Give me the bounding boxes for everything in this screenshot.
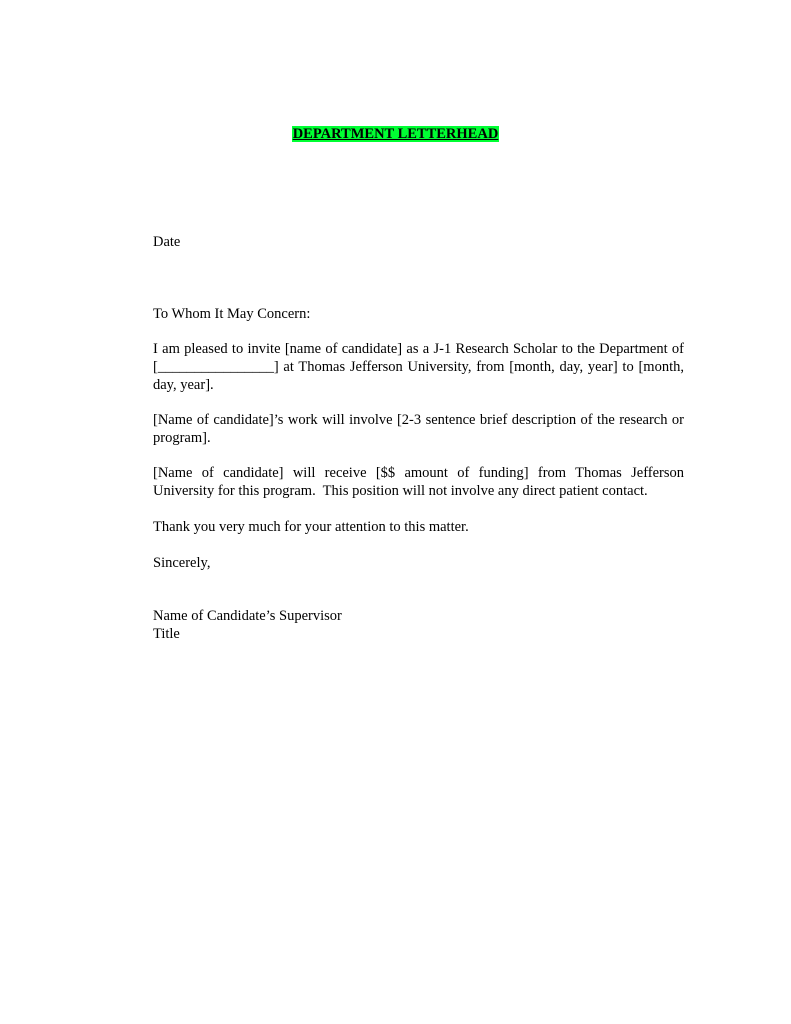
letterhead-text: DEPARTMENT LETTERHEAD	[292, 126, 499, 142]
paragraph-invitation: I am pleased to invite [name of candidate] as a J-1 Research Scholar to the Department of [________________] at Thomas Jefferson University, from [month, day, year] to [month, day, year].	[153, 341, 684, 393]
letterhead	[0, 125, 791, 143]
paragraph-thanks: Thank you very much for your attention to this matter.	[153, 519, 469, 535]
signature-name: Name of Candidate’s Supervisor	[153, 608, 342, 624]
closing: Sincerely,	[153, 555, 211, 571]
paragraph-funding: [Name of candidate] will receive [$$ amount of funding] from Thomas Jefferson University for this program. This position will not involve any direct patient contact.	[153, 465, 688, 499]
signature-title: Title	[153, 626, 180, 642]
salutation: To Whom It May Concern:	[153, 306, 311, 322]
paragraph-work-description: [Name of candidate]’s work will involve [2-3 sentence brief description of the research or program].	[153, 412, 684, 446]
date-line: Date	[153, 234, 181, 250]
